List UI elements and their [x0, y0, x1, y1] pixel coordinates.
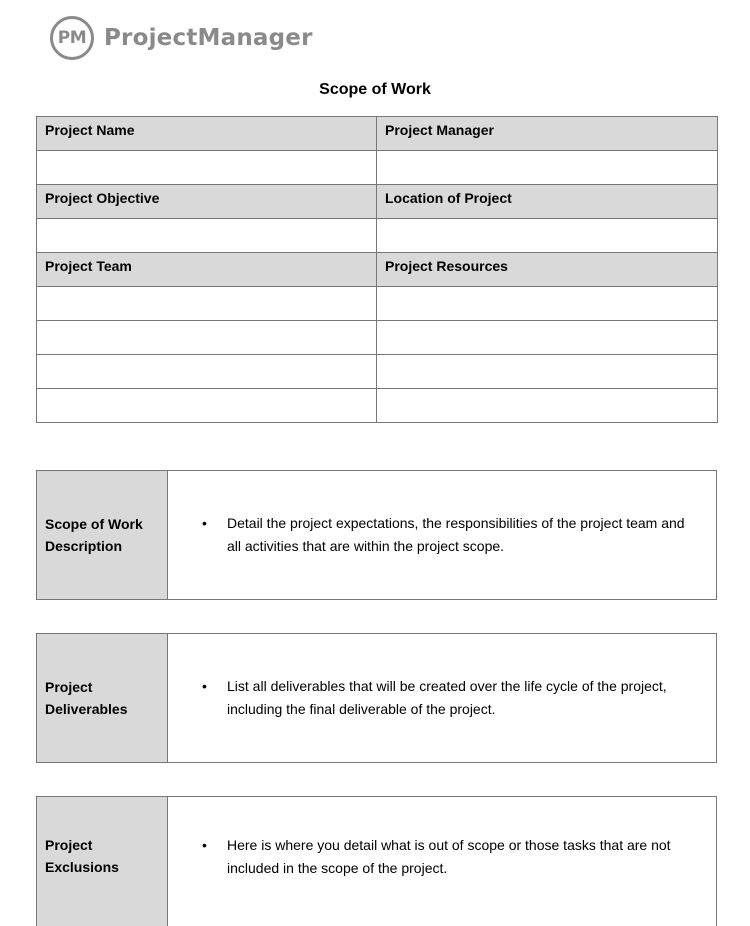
bullet-icon: •	[202, 515, 207, 531]
bullet-text: List all deliverables that will be created over the life cycle of the project, including the final deliverable of the project.	[227, 678, 667, 717]
section-label	[37, 471, 168, 599]
table-row	[37, 253, 718, 287]
table-row	[37, 287, 718, 321]
logo-brand-name: ProjectManager	[104, 25, 313, 51]
document-title: Scope of Work	[319, 81, 431, 98]
location-of-project-cell[interactable]	[377, 219, 718, 253]
location-of-project-header: Location of Project	[377, 185, 718, 219]
project-team-cell[interactable]	[37, 321, 377, 355]
project-team-cell[interactable]	[37, 355, 377, 389]
project-name-header: Project Name	[37, 117, 377, 151]
section-body[interactable]	[168, 471, 716, 599]
section-label	[37, 634, 168, 762]
section-label-line: Description	[45, 538, 123, 554]
bullet-icon: •	[202, 678, 207, 694]
project-manager-header: Project Manager	[377, 117, 718, 151]
project-resources-cell[interactable]	[377, 389, 718, 423]
section-label	[37, 797, 168, 926]
table-row	[37, 219, 718, 253]
section-label-line: Project	[45, 837, 93, 853]
project-name-cell[interactable]	[37, 151, 377, 185]
project-team-header: Project Team	[37, 253, 377, 287]
bullet-text: Here is where you detail what is out of scope or those tasks that are not included in the scope of the project.	[227, 837, 671, 876]
section-label-line: Scope of Work	[45, 516, 143, 532]
project-resources-cell[interactable]	[377, 355, 718, 389]
bullet-item	[202, 834, 696, 880]
logo-initials: PM	[57, 28, 87, 48]
section-label-line: Deliverables	[45, 701, 128, 717]
project-team-cell[interactable]	[37, 287, 377, 321]
section-label-line: Exclusions	[45, 859, 119, 875]
project-deliverables-section	[36, 633, 717, 763]
pm-logo-icon	[50, 16, 94, 60]
section-body[interactable]	[168, 634, 716, 762]
project-manager-cell[interactable]	[377, 151, 718, 185]
project-objective-cell[interactable]	[37, 219, 377, 253]
bullet-text: Detail the project expectations, the responsibilities of the project team and all activities that are within the project scope.	[227, 515, 685, 554]
bullet-icon: •	[202, 837, 207, 853]
table-row	[37, 321, 718, 355]
table-row	[37, 355, 718, 389]
table-row	[37, 151, 718, 185]
table-row	[37, 389, 718, 423]
project-resources-cell[interactable]	[377, 287, 718, 321]
scope-of-work-description-section	[36, 470, 717, 600]
section-label-line: Project	[45, 679, 93, 695]
project-info-table	[36, 116, 718, 423]
table-row	[37, 117, 718, 151]
table-row	[37, 185, 718, 219]
bullet-item	[202, 675, 696, 721]
project-exclusions-section	[36, 796, 717, 926]
project-objective-header: Project Objective	[37, 185, 377, 219]
project-team-cell[interactable]	[37, 389, 377, 423]
project-resources-cell[interactable]	[377, 321, 718, 355]
section-body[interactable]	[168, 797, 716, 926]
project-resources-header: Project Resources	[377, 253, 718, 287]
bullet-item	[202, 512, 696, 558]
projectmanager-logo	[50, 12, 313, 64]
